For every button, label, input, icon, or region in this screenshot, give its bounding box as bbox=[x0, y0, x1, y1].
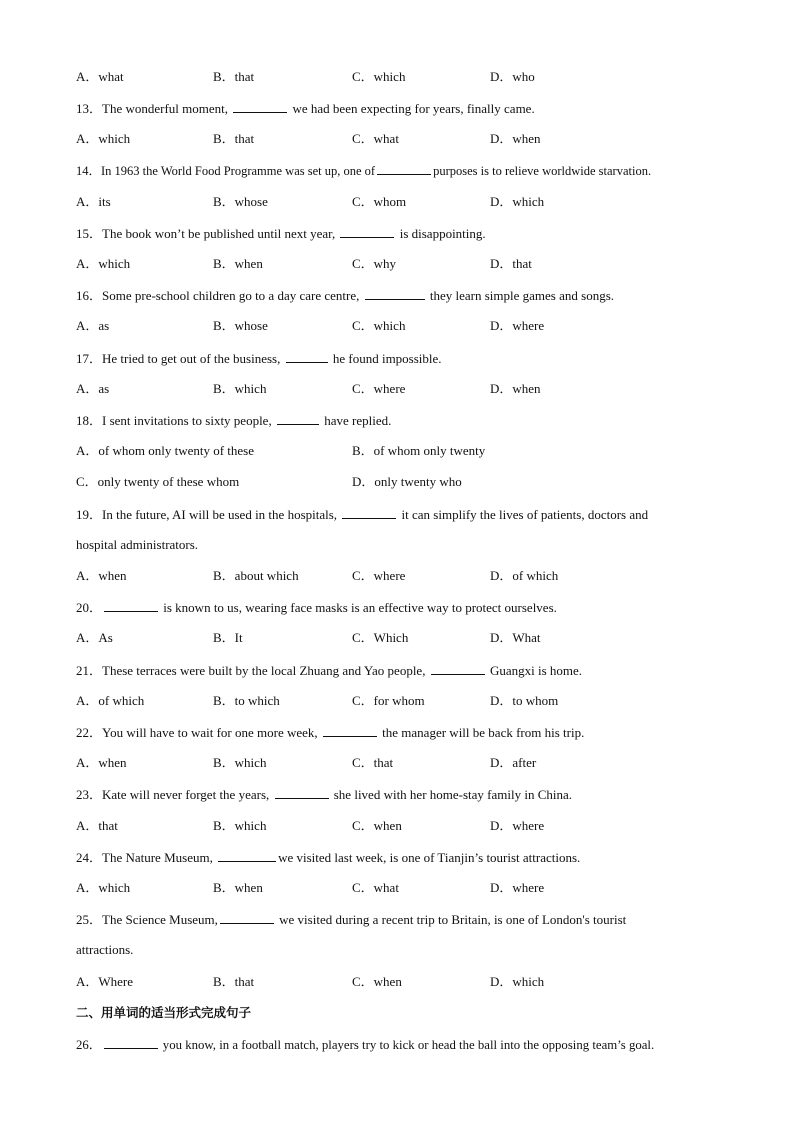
option-d[interactable]: D．after bbox=[490, 755, 537, 770]
option-d[interactable]: D．that bbox=[490, 256, 532, 271]
option-b[interactable]: B．that bbox=[213, 131, 255, 146]
options-row bbox=[76, 131, 712, 147]
option-a[interactable]: A．of which bbox=[76, 693, 145, 708]
option-b[interactable]: B．that bbox=[213, 69, 255, 84]
question-26: 26． you know, in a football match, players try to kick or head the ball into the opposing team’s goal. bbox=[76, 1038, 655, 1052]
option-a[interactable]: A．Where bbox=[76, 974, 134, 989]
option-c[interactable]: C．what bbox=[352, 131, 399, 146]
answer-blank[interactable] bbox=[220, 911, 274, 924]
option-d[interactable]: D．which bbox=[490, 194, 545, 209]
answer-blank[interactable] bbox=[340, 225, 394, 238]
options-row bbox=[76, 443, 712, 459]
question-17: 17．He tried to get out of the business, he found impossible. bbox=[76, 351, 442, 366]
option-d[interactable]: D．when bbox=[490, 381, 541, 396]
option-d[interactable]: D．when bbox=[490, 131, 541, 146]
options-row bbox=[76, 69, 712, 85]
option-a[interactable]: A．what bbox=[76, 69, 124, 84]
options-row bbox=[76, 194, 712, 210]
option-b[interactable]: B．It bbox=[213, 630, 243, 645]
option-d[interactable]: D．where bbox=[490, 818, 545, 833]
option-a[interactable]: A．when bbox=[76, 755, 127, 770]
section-heading: 二、用单词的适当形式完成句子 bbox=[76, 1005, 252, 1020]
options-row bbox=[76, 474, 712, 490]
option-b[interactable]: B．when bbox=[213, 880, 263, 895]
answer-blank[interactable] bbox=[218, 849, 276, 862]
option-a[interactable]: A．that bbox=[76, 818, 118, 833]
question-23: 23．Kate will never forget the years, she lived with her home-stay family in China. bbox=[76, 787, 573, 802]
option-b[interactable]: B．whose bbox=[213, 194, 268, 209]
answer-blank[interactable] bbox=[323, 724, 377, 737]
options-row bbox=[76, 693, 712, 709]
options-row bbox=[76, 974, 712, 990]
options-row bbox=[76, 818, 712, 834]
question-18: 18．I sent invitations to sixty people, have replied. bbox=[76, 413, 392, 428]
option-c[interactable]: C．which bbox=[352, 318, 406, 333]
option-d[interactable]: D．who bbox=[490, 69, 535, 84]
option-b[interactable]: B．of whom only twenty bbox=[352, 443, 486, 458]
options-row bbox=[76, 880, 712, 896]
question-19: 19．In the future, AI will be used in the hospitals, it can simplify the lives of patients, doctors and bbox=[76, 507, 649, 522]
option-c[interactable]: C．when bbox=[352, 974, 402, 989]
option-b[interactable]: B．which bbox=[213, 381, 267, 396]
option-d[interactable]: D．where bbox=[490, 318, 545, 333]
answer-blank[interactable] bbox=[365, 287, 425, 300]
option-d[interactable]: D．only twenty who bbox=[352, 474, 462, 489]
option-c[interactable]: C．whom bbox=[352, 194, 407, 209]
answer-blank[interactable] bbox=[104, 599, 158, 612]
question-21: 21．These terraces were built by the local Zhuang and Yao people, Guangxi is home. bbox=[76, 663, 583, 678]
option-a[interactable]: A．of whom only twenty of these bbox=[76, 443, 255, 458]
option-c[interactable]: C．where bbox=[352, 381, 406, 396]
question-19-continued: hospital administrators. bbox=[76, 537, 199, 552]
option-b[interactable]: B．to which bbox=[213, 693, 280, 708]
answer-blank[interactable] bbox=[104, 1036, 158, 1049]
option-c[interactable]: C．when bbox=[352, 818, 402, 833]
option-a[interactable]: A．which bbox=[76, 256, 131, 271]
answer-blank[interactable] bbox=[431, 662, 485, 675]
answer-blank[interactable] bbox=[342, 506, 396, 519]
option-b[interactable]: B．that bbox=[213, 974, 255, 989]
question-25: 25．The Science Museum, we visited during a recent trip to Britain, is one of London's tourist bbox=[76, 912, 627, 927]
answer-blank[interactable] bbox=[377, 162, 431, 175]
option-a[interactable]: A．as bbox=[76, 318, 110, 333]
option-a[interactable]: A．when bbox=[76, 568, 127, 583]
option-c[interactable]: C．why bbox=[352, 256, 397, 271]
answer-blank[interactable] bbox=[233, 100, 287, 113]
question-14: 14．In 1963 the World Food Programme was set up, one of purposes is to relieve worldwide starvation. bbox=[76, 164, 652, 178]
options-row bbox=[76, 318, 712, 334]
option-b[interactable]: B．which bbox=[213, 755, 267, 770]
option-a[interactable]: A．its bbox=[76, 194, 111, 209]
option-c[interactable]: C．only twenty of these whom bbox=[76, 474, 240, 489]
option-d[interactable]: D．where bbox=[490, 880, 545, 895]
answer-blank[interactable] bbox=[275, 786, 329, 799]
option-b[interactable]: B．whose bbox=[213, 318, 268, 333]
answer-blank[interactable] bbox=[286, 350, 328, 363]
options-row bbox=[76, 256, 712, 272]
option-d[interactable]: D．of which bbox=[490, 568, 559, 583]
option-c[interactable]: C．which bbox=[352, 69, 406, 84]
answer-blank[interactable] bbox=[277, 412, 319, 425]
question-25-continued: attractions. bbox=[76, 942, 134, 957]
option-c[interactable]: C．for whom bbox=[352, 693, 425, 708]
option-c[interactable]: C．that bbox=[352, 755, 394, 770]
question-15: 15．The book won’t be published until next year, is disappointing. bbox=[76, 226, 486, 241]
option-b[interactable]: B．about which bbox=[213, 568, 299, 583]
question-16: 16．Some pre-school children go to a day care centre, they learn simple games and songs. bbox=[76, 288, 615, 303]
question-24: 24．The Nature Museum, we visited last week, is one of Tianjin’s tourist attractions. bbox=[76, 850, 581, 865]
option-a[interactable]: A．as bbox=[76, 381, 110, 396]
option-a[interactable]: A．As bbox=[76, 630, 113, 645]
question-22: 22．You will have to wait for one more week, the manager will be back from his trip. bbox=[76, 725, 585, 740]
options-row bbox=[76, 381, 712, 397]
option-c[interactable]: C．where bbox=[352, 568, 406, 583]
option-c[interactable]: C．what bbox=[352, 880, 399, 895]
option-b[interactable]: B．when bbox=[213, 256, 263, 271]
options-row bbox=[76, 568, 712, 584]
option-d[interactable]: D．to whom bbox=[490, 693, 559, 708]
option-c[interactable]: C．Which bbox=[352, 630, 409, 645]
question-13: 13．The wonderful moment, we had been expecting for years, finally came. bbox=[76, 101, 535, 116]
options-row bbox=[76, 755, 712, 771]
options-row bbox=[76, 630, 712, 646]
question-20: 20． is known to us, wearing face masks is an effective way to protect ourselves. bbox=[76, 600, 557, 615]
option-b[interactable]: B．which bbox=[213, 818, 267, 833]
option-a[interactable]: A．which bbox=[76, 131, 131, 146]
option-d[interactable]: D．What bbox=[490, 630, 541, 645]
option-d[interactable]: D．which bbox=[490, 974, 545, 989]
option-a[interactable]: A．which bbox=[76, 880, 131, 895]
